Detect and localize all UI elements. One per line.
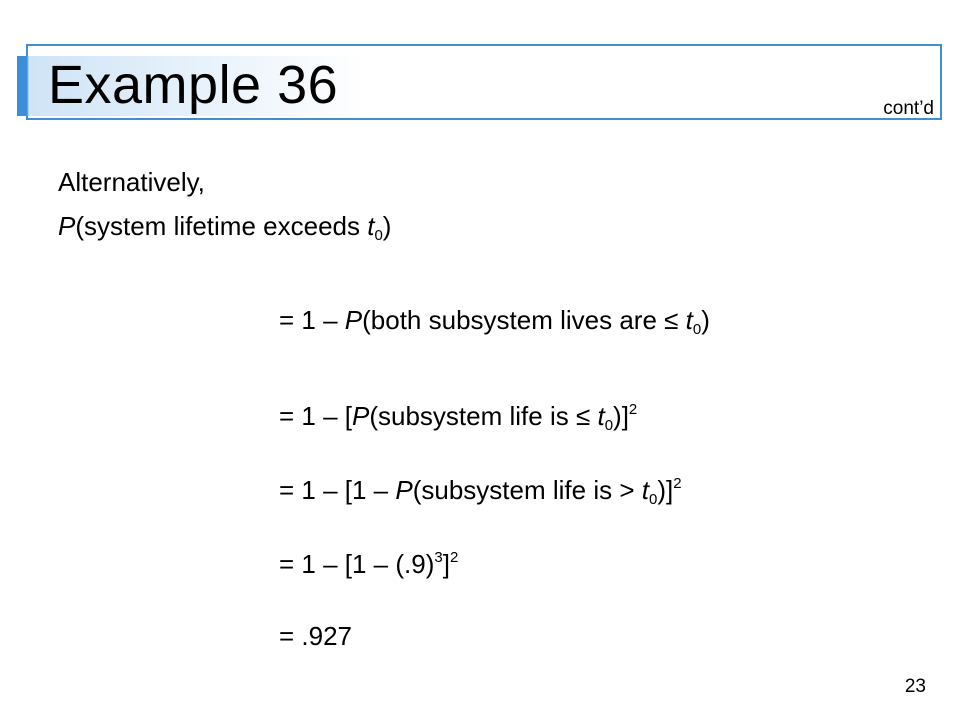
exponent: 2 xyxy=(673,475,682,492)
prob-symbol: P xyxy=(58,211,76,241)
prob-symbol: P xyxy=(344,305,363,335)
t-variable: t xyxy=(685,305,693,335)
t-subscript: 0 xyxy=(604,417,614,434)
t-variable: t xyxy=(367,211,375,241)
prob-symbol: P xyxy=(395,475,413,505)
step-tail: )] xyxy=(657,475,674,505)
prob-symbol: P xyxy=(352,401,370,431)
continued-label: cont’d xyxy=(883,98,934,119)
equation-step-3 xyxy=(279,468,682,516)
close-paren: ) xyxy=(382,211,392,241)
inner-exponent: 3 xyxy=(434,549,443,566)
t-variable: t xyxy=(597,401,605,431)
prob-text: (system lifetime exceeds xyxy=(75,211,368,241)
equation-step-4 xyxy=(279,542,458,580)
step-lead: = 1 – [1 – xyxy=(279,475,396,505)
step-tail: ) xyxy=(701,305,710,335)
step-lead: = 1 – [ xyxy=(279,401,352,431)
page-number: 23 xyxy=(904,676,926,697)
t-subscript: 0 xyxy=(374,227,383,244)
step-text: (subsystem life is > xyxy=(412,475,642,505)
intro-text: Alternatively, xyxy=(58,167,205,197)
t-subscript: 0 xyxy=(648,491,658,508)
step-lead: = 1 – [1 – (.9) xyxy=(279,549,435,579)
step-text: (both subsystem lives are ≤ xyxy=(362,305,686,335)
equation-step-1 xyxy=(279,304,710,346)
t-variable: t xyxy=(641,475,649,505)
probability-statement xyxy=(58,210,391,252)
slide-title: Example 36 xyxy=(48,55,339,115)
equation-result: = .927 xyxy=(279,621,353,651)
step-text: (subsystem life is ≤ xyxy=(369,401,598,431)
exponent: 2 xyxy=(628,401,638,418)
exponent: 2 xyxy=(449,549,459,566)
step-tail: ] xyxy=(442,549,450,579)
step-tail: )] xyxy=(613,401,629,431)
t-subscript: 0 xyxy=(692,321,702,338)
step-lead: = 1 – xyxy=(279,305,345,335)
equation-step-2 xyxy=(279,394,637,442)
